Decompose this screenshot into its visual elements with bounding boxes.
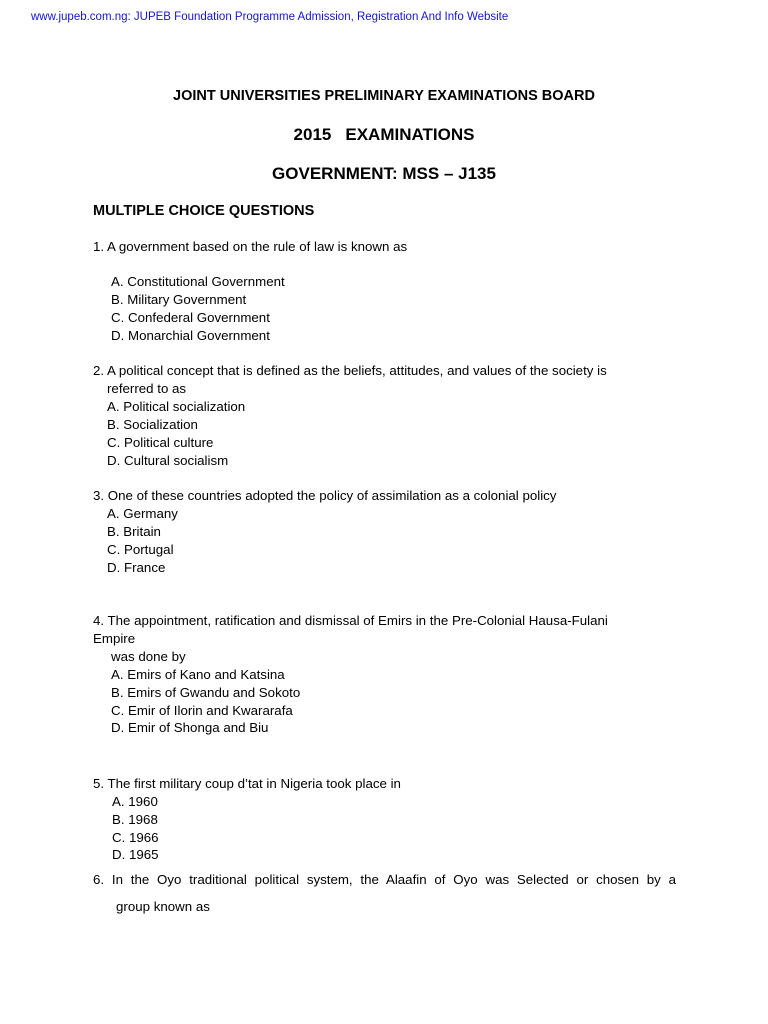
question-1-option-b: B. Military Government (111, 292, 247, 307)
subject-title: GOVERNMENT: MSS – J135 (272, 164, 496, 183)
question-2-option-a: A. Political socialization (107, 399, 246, 414)
question-4-option-c: C. Emir of Ilorin and Kwararafa (111, 703, 293, 718)
question-2-option-d: D. Cultural socialism (107, 453, 229, 468)
question-4-stem-cont: Empire (93, 631, 136, 646)
question-5-option-b: B. 1968 (112, 812, 158, 827)
exam-year: 2015 (293, 125, 332, 144)
question-3-option-a: A. Germany (107, 506, 178, 521)
question-6-stem-cont: group known as (116, 899, 210, 914)
question-2-stem-cont: referred to as (107, 381, 187, 396)
question-4-option-b: B. Emirs of Gwandu and Sokoto (111, 685, 301, 700)
exam-year-title (0, 125, 768, 145)
question-6-stem: 6. In the Oyo traditional political system, the Alaafin of Oyo was Selected or chosen by a (93, 872, 676, 887)
question-5-option-a: A. 1960 (112, 794, 158, 809)
section-heading: MULTIPLE CHOICE QUESTIONS (93, 203, 315, 219)
question-4-option-d: D. Emir of Shonga and Biu (111, 720, 269, 735)
board-title: JOINT UNIVERSITIES PRELIMINARY EXAMINATIONS BOARD (173, 88, 595, 104)
question-3-stem: 3. One of these countries adopted the policy of assimilation as a colonial policy (93, 488, 557, 503)
site-header-link[interactable]: www.jupeb.com.ng: JUPEB Foundation Programme Admission, Registration And Info Website (31, 11, 509, 23)
question-2-stem: 2. A political concept that is defined as the beliefs, attitudes, and values of the society is (93, 363, 607, 378)
question-4-stem-cont-2: was done by (111, 649, 186, 664)
question-3-option-d: D. France (107, 560, 166, 575)
question-5-option-d: D. 1965 (112, 847, 159, 862)
question-1-option-c: C. Confederal Government (111, 310, 270, 325)
question-3-option-b: B. Britain (107, 524, 161, 539)
question-2-option-b: B. Socialization (107, 417, 198, 432)
question-3-option-c: C. Portugal (107, 542, 174, 557)
exam-label: EXAMINATIONS (345, 125, 475, 144)
question-1-option-d: D. Monarchial Government (111, 328, 270, 343)
question-1-option-a: A. Constitutional Government (111, 274, 285, 289)
question-2-option-c: C. Political culture (107, 435, 214, 450)
question-4-option-a: A. Emirs of Kano and Katsina (111, 667, 285, 682)
question-4-stem: 4. The appointment, ratification and dismissal of Emirs in the Pre-Colonial Hausa-Fulani (93, 613, 608, 628)
question-5-stem: 5. The first military coup d’tat in Nigeria took place in (93, 776, 401, 791)
question-1-stem: 1. A government based on the rule of law is known as (93, 239, 408, 254)
question-5-option-c: C. 1966 (112, 830, 159, 845)
